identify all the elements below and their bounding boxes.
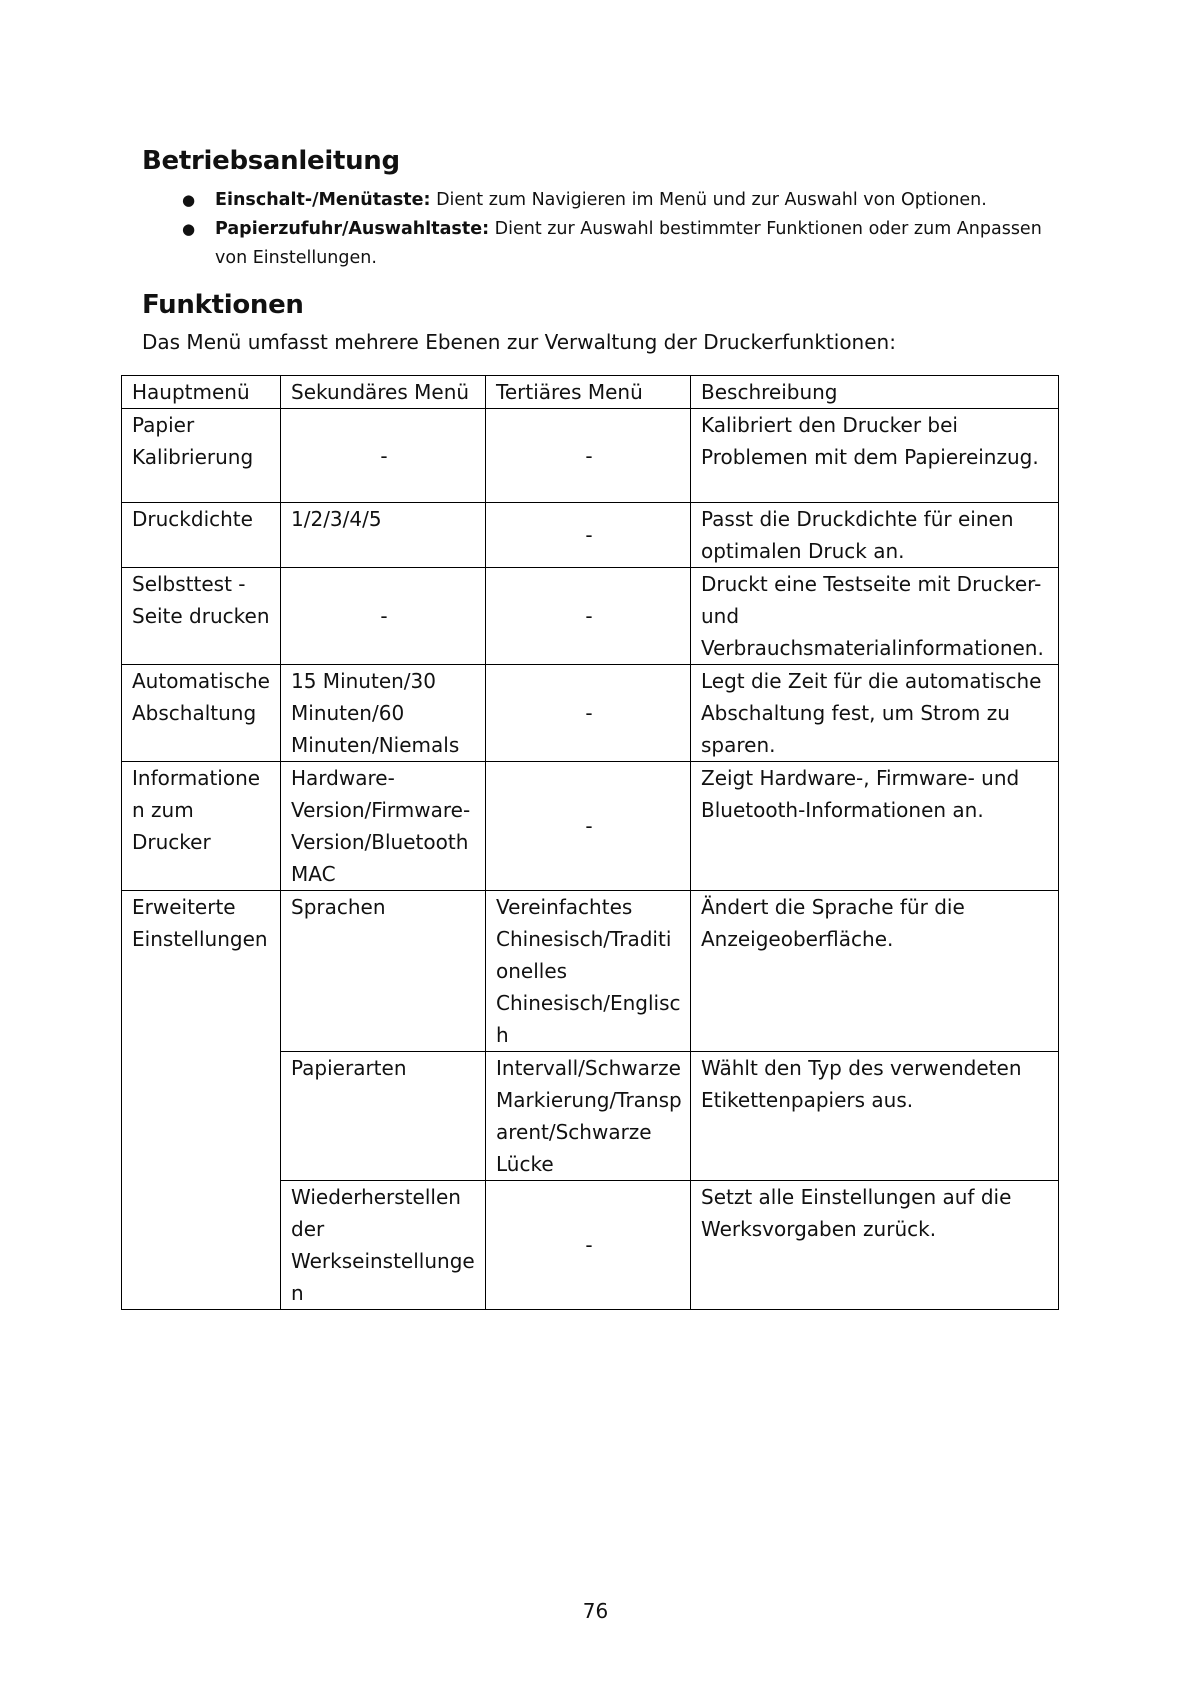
cell-description: Setzt alle Einstellungen auf die Werksvorgaben zurück.: [691, 1181, 1059, 1310]
cell-description: Zeigt Hardware-, Firmware- und Bluetooth-Informationen an.: [691, 762, 1059, 891]
cell-main: Selbsttest - Seite drucken: [122, 568, 281, 665]
header-secondary-menu: Sekundäres Menü: [281, 376, 486, 409]
header-main-menu: Hauptmenü: [122, 376, 281, 409]
cell-description: Druckt eine Testseite mit Drucker- und Verbrauchsmaterialinformationen.: [691, 568, 1059, 665]
cell-tertiary: -: [486, 1181, 691, 1310]
cell-secondary: Wiederherstellen der Werkseinstellungen: [281, 1181, 486, 1310]
section-title-operation: Betriebsanleitung: [142, 146, 400, 176]
bullet-text: Dient zur Auswahl bestimmter Funktionen oder zum Anpassen von Einstellungen.: [215, 219, 1042, 268]
cell-description: Wählt den Typ des verwendeten Etikettenpapiers aus.: [691, 1052, 1059, 1181]
cell-secondary: -: [281, 409, 486, 503]
cell-secondary: -: [281, 568, 486, 665]
cell-tertiary: Intervall/Schwarze Markierung/Transparent/Schwarze Lücke: [486, 1052, 691, 1181]
cell-secondary: Papierarten: [281, 1052, 486, 1181]
cell-tertiary: -: [486, 503, 691, 568]
table-row: [122, 891, 1059, 1052]
table-row: [122, 409, 1059, 503]
cell-tertiary: -: [486, 409, 691, 503]
cell-tertiary: Vereinfachtes Chinesisch/Traditionelles Chinesisch/Englisch: [486, 891, 691, 1052]
cell-tertiary: -: [486, 568, 691, 665]
table-row: [122, 503, 1059, 568]
list-item: [180, 215, 1060, 273]
bullet-text: Dient zum Navigieren im Menü und zur Auswahl von Optionen.: [430, 190, 987, 210]
intro-paragraph: Das Menü umfasst mehrere Ebenen zur Verwaltung der Druckerfunktionen:: [142, 330, 896, 354]
menu-table: [121, 375, 1059, 1310]
cell-description: Kalibriert den Drucker bei Problemen mit dem Papiereinzug.: [691, 409, 1059, 503]
table-row: [122, 665, 1059, 762]
list-item: [180, 186, 1060, 215]
cell-main: Druckdichte: [122, 503, 281, 568]
cell-description: Ändert die Sprache für die Anzeigeoberfläche.: [691, 891, 1059, 1052]
table-row: [122, 762, 1059, 891]
cell-main: Erweiterte Einstellungen: [122, 891, 281, 1310]
bullet-icon: ●: [182, 191, 196, 209]
header-tertiary-menu: Tertiäres Menü: [486, 376, 691, 409]
cell-main: Automatische Abschaltung: [122, 665, 281, 762]
table-header-row: [122, 376, 1059, 409]
table-row: [122, 568, 1059, 665]
cell-description: Passt die Druckdichte für einen optimalen Druck an.: [691, 503, 1059, 568]
cell-tertiary: -: [486, 665, 691, 762]
cell-secondary: 15 Minuten/30 Minuten/60 Minuten/Niemals: [281, 665, 486, 762]
cell-main: Informationen zum Drucker: [122, 762, 281, 891]
cell-secondary: Hardware-Version/Firmware-Version/Bluetooth MAC: [281, 762, 486, 891]
cell-secondary: 1/2/3/4/5: [281, 503, 486, 568]
header-description: Beschreibung: [691, 376, 1059, 409]
cell-description: Legt die Zeit für die automatische Abschaltung fest, um Strom zu sparen.: [691, 665, 1059, 762]
button-description-list: [180, 186, 1060, 273]
cell-secondary: Sprachen: [281, 891, 486, 1052]
cell-tertiary: -: [486, 762, 691, 891]
bullet-icon: ●: [182, 220, 196, 238]
page-number: 76: [582, 1599, 609, 1623]
section-title-functions: Funktionen: [142, 290, 304, 320]
bullet-term: Papierzufuhr/Auswahltaste:: [215, 219, 490, 239]
cell-main: Papier Kalibrierung: [122, 409, 281, 503]
bullet-term: Einschalt-/Menütaste:: [215, 190, 431, 210]
